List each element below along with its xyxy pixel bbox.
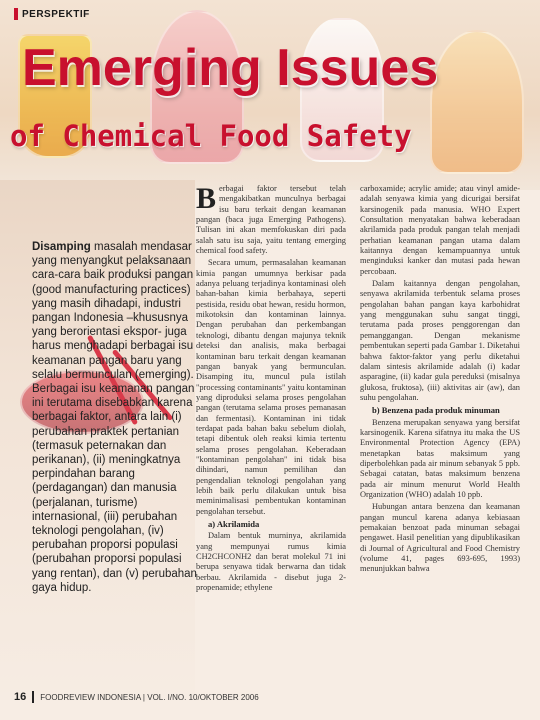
section-marker-icon xyxy=(14,8,18,20)
publication-info: FOODREVIEW INDONESIA | VOL. I/NO. 10/OKTOBER 2006 xyxy=(40,692,259,702)
article-subtitle: of Chemical Food Safety xyxy=(10,119,412,153)
paragraph xyxy=(196,184,346,256)
paragraph: Dalam bentuk murninya, akrilamida yang mempunyai rumus kimia CH2CHCONH2 dan berat molekul 71 ini berupa senyawa tidak berwarna dan tidak berbau. Akrilamida - disebut juga 2-propenamide; ethylene xyxy=(196,531,346,593)
paragraph-text: erbagai faktor tersebut telah mengakibatkan munculnya berbagai isu baru terkait dengan keamanan pangan (baca juga Emerging Pathogens). Tulisan ini akan memfokuskan diri pada salah satu isu saja, yaitu tentang emerging chemical food safety. xyxy=(196,184,346,256)
paragraph: Benzena merupakan senyawa yang bersifat karsinogenik. Karena sifatnya itu maka the US Environmental Protection Agency (EPA) menetapkan batas maksimum yang diperbolehkan pada air minum sebanyak 5 ppb. Sebagai catatan, batas maksimum benzena pada air minum menurut World Health Organization (WHO) adalah 10 ppb. xyxy=(360,417,520,499)
paragraph: Dalam kaitannya dengan pengolahan, senyawa akrilamida terbentuk selama proses pengolahan bahan pangan kaya karbohidrat yang menggunakan suhu sangat tinggi, terutama pada proses penggorengan dan pemanggangan. Dengan mekanisme pembentukan seperti pada Gambar 1. Diketahui bahwa faktor-faktor yang perlu diketahui dalam sintesis akrilamide adalah (i) kadar asparagine, (ii) kadar gula pereduksi (misalnya glukosa, fruktosa), (iii) aktivitas air (aw), dan suhu pengolahan. xyxy=(360,279,520,402)
text-column-1 xyxy=(196,184,346,694)
page-footer xyxy=(14,690,259,704)
paragraph: Hubungan antara benzena dan keamanan pangan muncul karena adanya kebiasaan pemakaian benzoat pada minuman sebagai pengawet. Hasil penelitian yang dipublikasikan di Journal of Agricultural and Food Chemistry (volume 41, pages 693-695, 1993) menunjukkan bahwa xyxy=(360,502,520,574)
pull-quote-text: masalah mendasar yang menyangkut pelaksanaan cara-cara baik produksi pangan (good manufacturing practices) yang masih dihadapi, industri pangan Indonesia –khususnya yang berorientasi ekspor- juga harus menghadapi berbagai isu keamanan pangan baru yang selalu bermunculan (emerging). Berbagai isu keamanan pangan ini terutama disebabkan karena berbagai faktor, antara lain (i) perubahan praktek pertanian (termasuk peternakan dan perikanan), (ii) meningkatnya perpindahan barang (perdagangan) dan manusia (perjalanan, turisme) internasional, (iii) perubahan teknologi pengolahan, (iv) perubahan proporsi populasi (perubahan proporsi populasi yang rentan), dan (v) perubahan gaya hidup. xyxy=(32,241,197,594)
paragraph: Secara umum, permasalahan keamanan kimia pangan umumnya berkisar pada adanya peluang terjadinya kontaminasi oleh bahan-bahan kimia berbahaya, seperti pestisida, residu obat hewan, residu hormon, mikotoksin dan kontaminan lainnya. Dengan perubahan dan perkembangan teknologi, dibantu dengan majunya teknik deteksi dan analisis, maka berbagai kontaminan baru terkait dengan keamanan pangan banyak yang bermunculan. Disamping itu, muncul pula istilah "processing contaminants" yaitu kontaminan yang diproduksi selama proses pengolahan pangan (terutama selama proses pemanasan dan fermentasi). Kontaminan ini tidak terdapat pada bahan baku sebelum diolah, tetapi dibentuk oleh reaksi kimia tertentu selama proses pengolahan. Keberadaan "kontaminan pengolahan" ini tidak bisa dihindari, namun pemilihan dan pengendalian teknologi pengolahan yang lebih baik perlu dilakukan untuk bisa meminimalisasi pembentukan kontaminan pengolahan tersebut. xyxy=(196,258,346,516)
page-number: 16 xyxy=(14,691,27,703)
subheading: b) Benzena pada produk minuman xyxy=(372,405,500,416)
section-tag xyxy=(8,6,96,22)
subheading: a) Akrilamida xyxy=(208,519,260,529)
section-label: PERSPEKTIF xyxy=(22,8,90,20)
paragraph: carboxamide; acrylic amide; atau vinyl amide- adalah senyawa kimia yang dicurigai bersifat karsinogenik pada manusia. WHO Expert Consultation menyatakan bahwa keberadaan akrilamida pada produk pangan telah menjadi perhatian keamanan pangan utama dalam kaitannya dengan kemampuannya untuk menginduksi kanker dan mutasi pada hewan percobaan. xyxy=(360,184,520,276)
drop-cap: B xyxy=(196,184,217,215)
pull-quote xyxy=(32,240,200,595)
pull-quote-lead: Disamping xyxy=(32,241,91,253)
footer-divider xyxy=(32,691,34,703)
article-title: Emerging Issues xyxy=(22,39,439,97)
text-column-2 xyxy=(360,184,520,694)
